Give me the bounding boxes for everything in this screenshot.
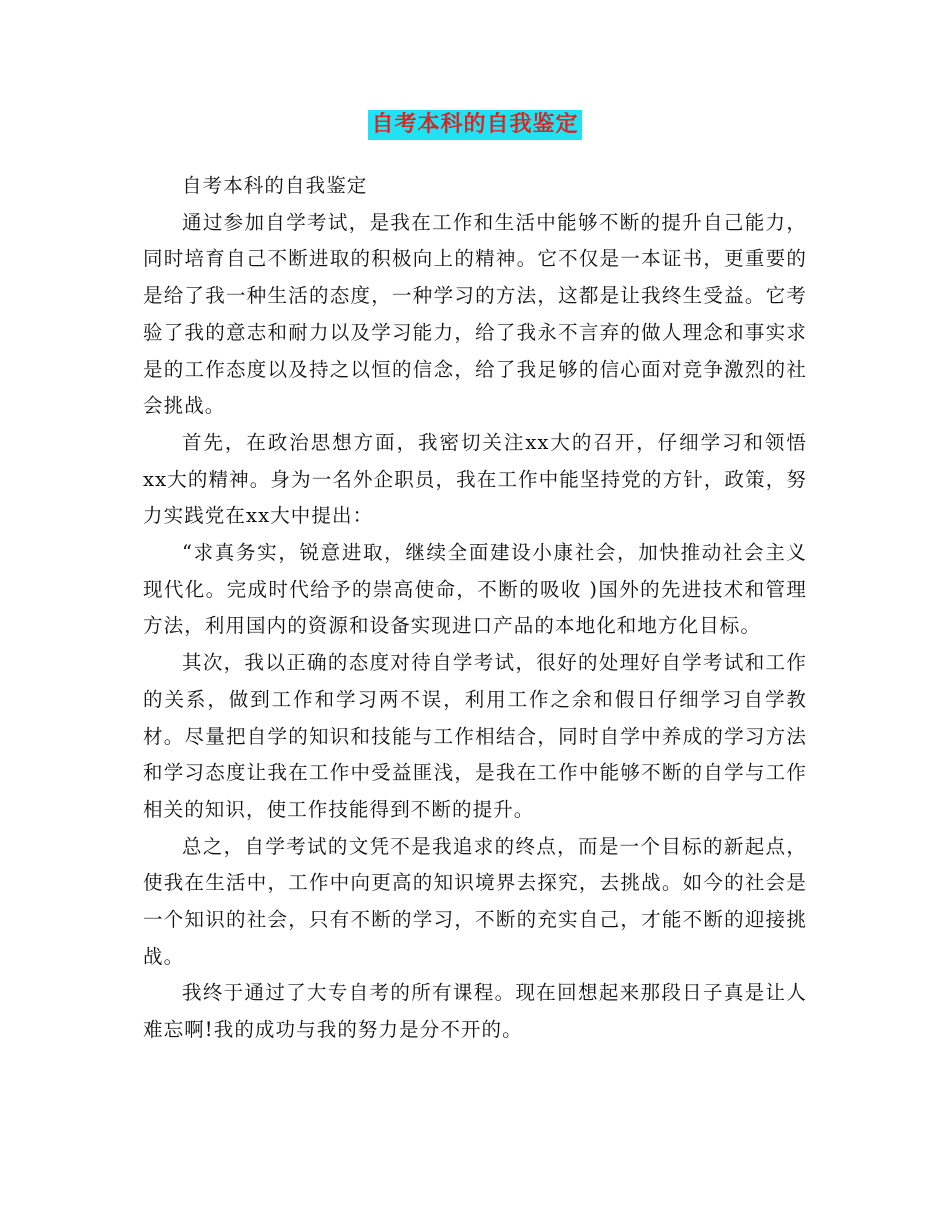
title-container (0, 110, 950, 140)
paragraph-quote: “求真务实，锐意进取，继续全面建设小康社会，加快推动社会主义现代化。完成时代给予的崇高使命，不断的吸收 )国外的先进技术和管理方法，利用国内的资源和设备实现进口产品的本地化和地方化目标。 (143, 541, 807, 638)
paragraph-subtitle: 自考本科的自我鉴定 (182, 174, 368, 197)
paragraph-summary: 总之，自学考试的文凭不是我追求的终点，而是一个目标的新起点，使我在生活中，工作中向更高的知识境界去探究，去挑战。如今的社会是一个知识的社会，只有不断的学习，不断的充实自己，才能不断的迎接挑战。 (143, 834, 807, 968)
paragraph-political: 首先，在政治思想方面，我密切关注xx大的召开，仔细学习和领悟xx大的精神。身为一名外企职员，我在工作中能坚持党的方针，政策，努力实践党在xx大中提出： (143, 430, 807, 528)
paragraph-study: 其次，我以正确的态度对待自学考试，很好的处理好自学考试和工作的关系，做到工作和学习两不误，利用工作之余和假日仔细学习自学教材。尽量把自学的知识和技能与工作相结合，同时自学中养成的学习方法和学习态度让我在工作中受益匪浅，是我在工作中能够不断的自学与工作相关的知识，使工作技能得到不断的提升。 (143, 651, 807, 821)
paragraph-intro: 通过参加自学考试，是我在工作和生活中能够不断的提升自己能力，同时培育自己不断进取的积极向上的精神。它不仅是一本证书，更重要的是给了我一种生活的态度，一种学习的方法，这都是让我终生受益。它考验了我的意志和耐力以及学习能力，给了我永不言弃的做人理念和事实求是的工作态度以及持之以恒的信念，给了我足够的信心面对竞争激烈的社会挑战。 (143, 210, 807, 418)
document-title: 自考本科的自我鉴定 (368, 110, 581, 140)
paragraph-conclusion: 我终于通过了大专自考的所有课程。现在回想起来那段日子真是让人难忘啊!我的成功与我的努力是分不开的。 (143, 981, 807, 1042)
document-body (143, 168, 807, 1049)
